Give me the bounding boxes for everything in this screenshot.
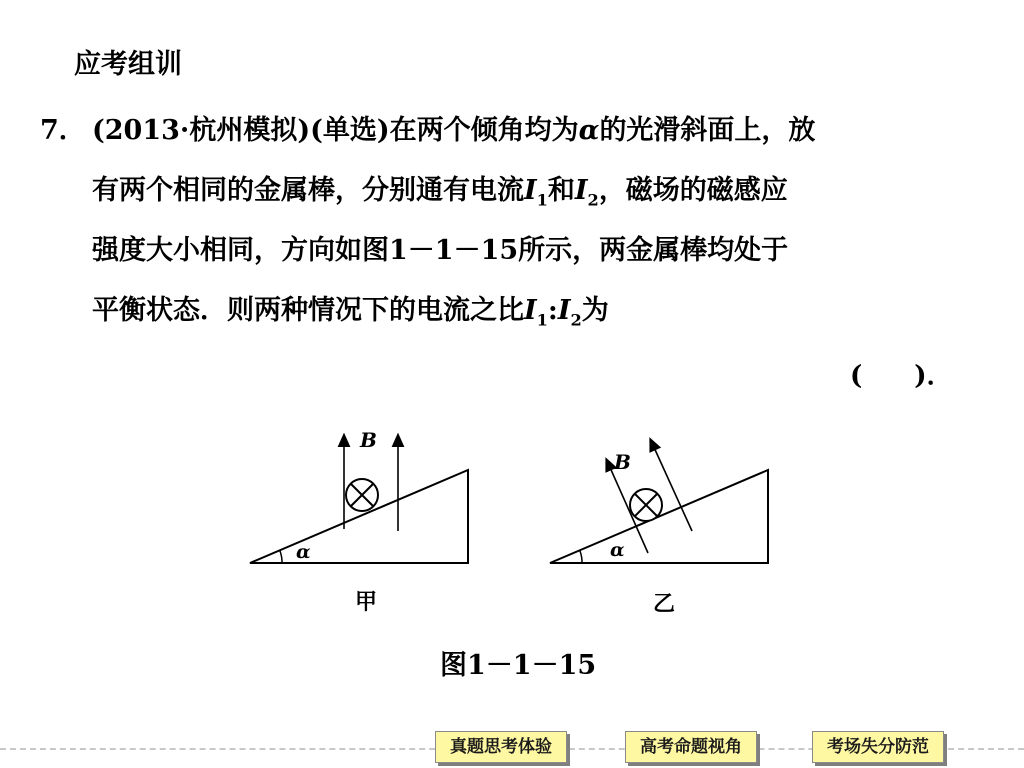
label-jia: 甲 — [355, 589, 378, 615]
nav-button-error-prevention[interactable]: 考场失分防范 — [812, 731, 944, 763]
incline-figure — [240, 425, 780, 615]
b-label-left: B — [360, 428, 377, 452]
section-heading: 应考组训 — [74, 49, 182, 80]
diagram-jia — [250, 428, 468, 563]
diagram-yi — [550, 443, 768, 563]
figure-caption: 图1－1－15 — [440, 650, 597, 681]
answer-blank: ( )． — [850, 361, 953, 391]
question-line-2: 有两个相同的金属棒，分别通有电流$I_1$和$I_2$，磁场的磁感应 — [92, 175, 788, 210]
angle-label-right: α — [610, 539, 625, 561]
conductor-left-icon — [346, 479, 378, 511]
question-number: 7． — [40, 115, 86, 146]
angle-arc-right — [580, 551, 582, 563]
conductor-right-icon — [630, 489, 662, 521]
incline-right — [550, 470, 768, 563]
label-yi: 乙 — [653, 591, 676, 617]
b-label-right: B — [614, 450, 631, 474]
angle-label-left: α — [296, 541, 311, 563]
nav-button-exam-experience[interactable]: 真题思考体验 — [435, 731, 567, 763]
angle-arc-left — [280, 551, 282, 563]
question-line-3: 强度大小相同，方向如图1－1－15所示，两金属棒均处于 — [92, 235, 789, 266]
question-line-4: 平衡状态．则两种情况下的电流之比$I_1:I_2$为 — [92, 295, 609, 330]
question-line-1: (2013·杭州模拟)(单选)在两个倾角均为α的光滑斜面上，放 — [92, 115, 816, 146]
nav-button-exam-perspective[interactable]: 高考命题视角 — [625, 731, 757, 763]
